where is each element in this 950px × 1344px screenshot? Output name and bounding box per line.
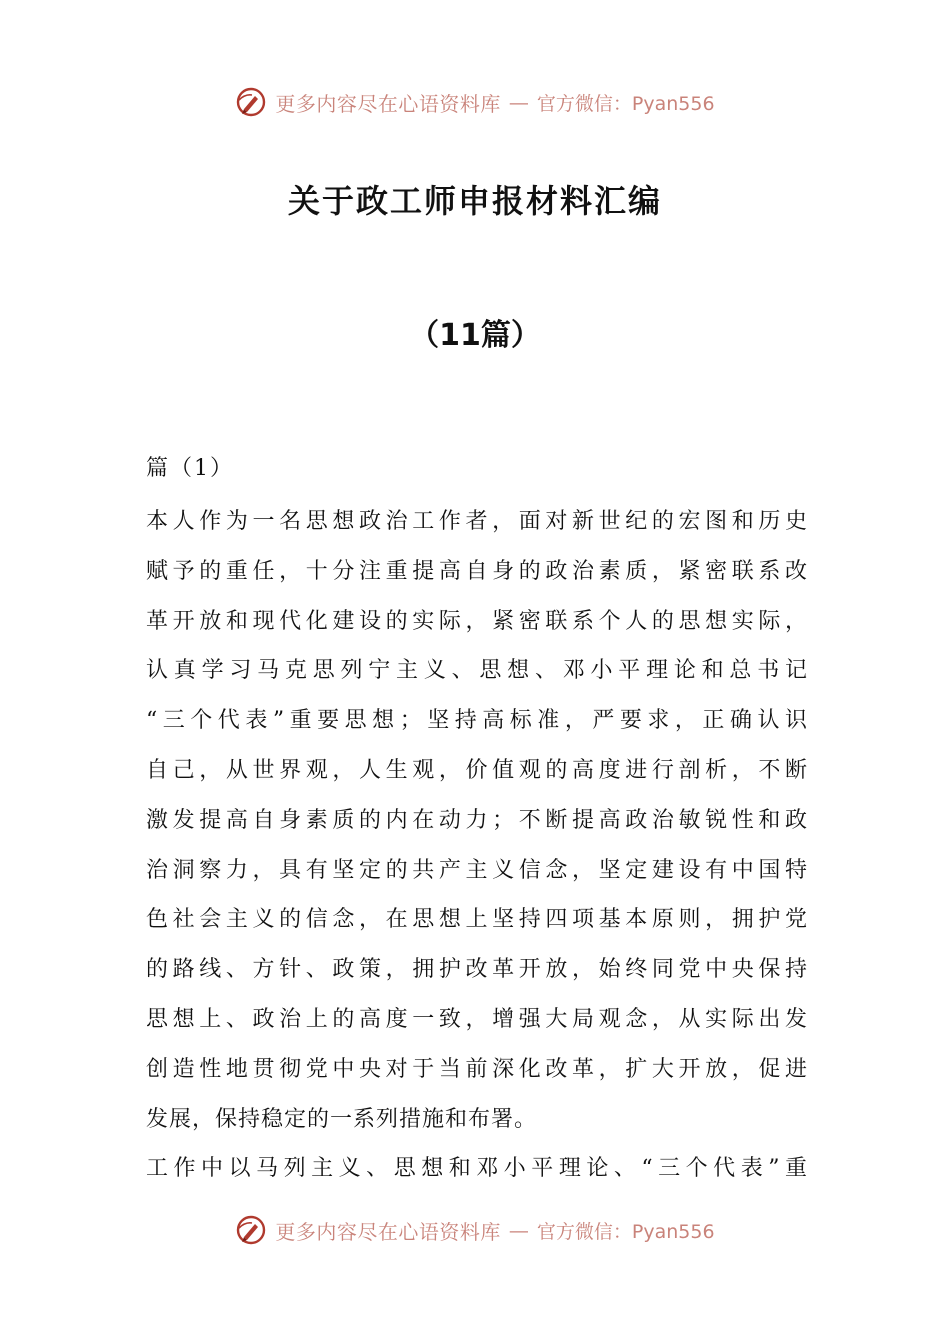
body-line: 激发提高自身素质的内在动力；不断提高政治敏锐性和政 xyxy=(146,807,808,833)
body-line: 治洞察力，具有坚定的共产主义信念，坚定建设有中国特 xyxy=(146,857,808,883)
body-line: 思想上、政治上的高度一致，增强大局观念，从实际出发 xyxy=(146,1006,808,1032)
document-subtitle: （11篇） xyxy=(409,318,541,353)
watermark-dash: — xyxy=(508,1218,529,1242)
pen-logo-icon xyxy=(235,86,267,118)
body-line: 发展，保持稳定的一系列措施和布署。 xyxy=(146,1106,538,1132)
watermark-text: 更多内容尽在心语资料库 xyxy=(275,91,501,116)
pen-logo-icon xyxy=(235,1214,267,1246)
watermark-official-wechat: 官方微信：Pyan556 xyxy=(536,92,715,115)
body-line: 创造性地贯彻党中央对于当前深化改革，扩大开放，促进 xyxy=(146,1056,808,1082)
body-line: 本人作为一名思想政治工作者，面对新世纪的宏图和历史 xyxy=(146,509,808,534)
document-body xyxy=(146,447,808,1194)
watermark-footer xyxy=(0,1210,950,1250)
watermark-dash: — xyxy=(508,90,529,114)
body-line: 自己，从世界观，人生观，价值观的高度进行剖析，不断 xyxy=(146,757,808,783)
body-line: 认真学习马克思列宁主义、思想、邓小平理论和总书记 xyxy=(146,658,808,684)
document-title: 关于政工师申报材料汇编 xyxy=(287,182,662,220)
body-line: 色社会主义的信念，在思想上坚持四项基本原则，拥护党 xyxy=(146,907,808,933)
watermark-header xyxy=(0,82,950,122)
watermark-official-wechat: 官方微信：Pyan556 xyxy=(536,1220,715,1243)
body-line: “三个代表”重要思想；坚持高标准，严要求，正确认识 xyxy=(146,708,808,734)
section-label: 篇（1） xyxy=(146,456,234,481)
body-line: 革开放和现代化建设的实际，紧密联系个人的思想实际， xyxy=(146,608,808,634)
body-line: 工作中以马列主义、思想和邓小平理论、“三个代表”重 xyxy=(146,1156,808,1182)
body-line: 的路线、方针、政策，拥护改革开放，始终同党中央保持 xyxy=(146,957,808,983)
body-line: 赋予的重任，十分注重提高自身的政治素质，紧密联系改 xyxy=(146,558,808,584)
watermark-text: 更多内容尽在心语资料库 xyxy=(275,1219,501,1244)
